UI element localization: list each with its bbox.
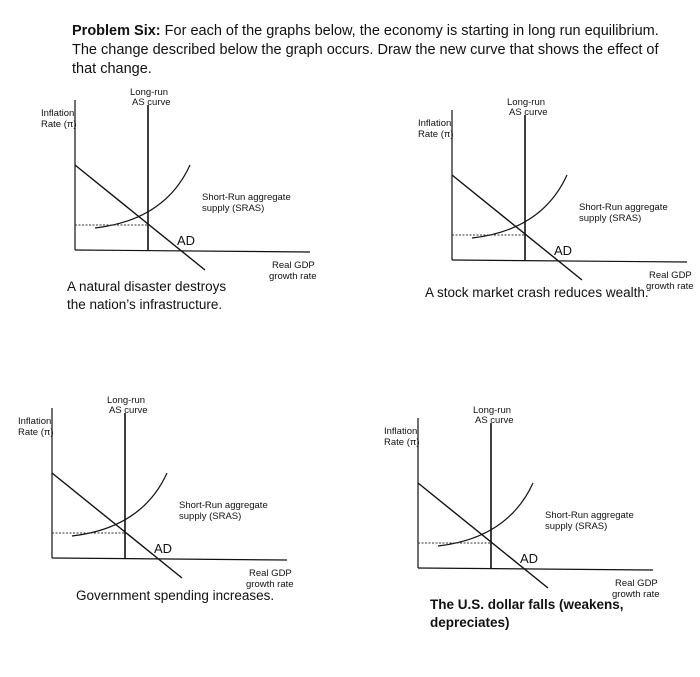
ad-curve <box>452 175 582 280</box>
lras-label-line1: Long-run <box>130 87 169 98</box>
sras-label-line2: supply (SRAS) <box>579 213 642 224</box>
caption-1-line2: the nation’s infrastructure. <box>67 297 223 312</box>
sras-curve <box>472 175 567 238</box>
lras-label-line2: AS curve <box>509 107 548 118</box>
sras-curve <box>95 165 190 228</box>
ad-label: AD <box>154 541 173 556</box>
lras-label-line1: Long-run <box>107 395 146 406</box>
ad-as-graph <box>41 70 355 282</box>
x-axis <box>75 250 310 252</box>
caption-4 <box>430 596 624 632</box>
x-axis-label-line1: Real GDP <box>272 260 315 271</box>
lras-label-line1: Long-run <box>473 405 512 416</box>
ad-as-graph <box>418 80 700 292</box>
y-axis-label-line2: Rate (π) <box>418 129 454 140</box>
y-axis-label-line2: Rate (π) <box>41 119 77 130</box>
x-axis-label-line2: growth rate <box>269 271 317 282</box>
sras-curve <box>438 483 533 546</box>
sras-label-line2: supply (SRAS) <box>179 511 242 522</box>
sras-label-line2: supply (SRAS) <box>202 203 265 214</box>
x-axis <box>452 260 687 262</box>
ad-label: AD <box>554 243 573 258</box>
y-axis-label-line1: Inflation <box>18 416 52 427</box>
ad-curve <box>418 483 548 588</box>
caption-1-line1: A natural disaster destroys <box>67 279 227 294</box>
ad-curve <box>75 165 205 270</box>
caption-2 <box>425 284 649 302</box>
ad-label: AD <box>520 551 539 566</box>
sras-curve <box>72 473 167 536</box>
ad-curve <box>52 473 182 578</box>
graph-3 <box>18 378 332 590</box>
caption-4-line2: depreciates) <box>430 615 510 630</box>
caption-2-line1: A stock market crash reduces wealth. <box>425 285 649 300</box>
ad-as-graph <box>384 388 698 600</box>
y-axis-label-line1: Inflation <box>418 118 452 129</box>
y-axis-label-line2: Rate (π) <box>18 427 54 438</box>
x-axis-label-line2: growth rate <box>246 579 294 590</box>
y-axis-label-line1: Inflation <box>384 426 418 437</box>
graph-4 <box>384 388 698 600</box>
sras-label-line2: supply (SRAS) <box>545 521 608 532</box>
lras-label-line2: AS curve <box>109 405 148 416</box>
lras-label-line1: Long-run <box>507 97 546 108</box>
graph-2 <box>418 80 700 292</box>
lras-label-line2: AS curve <box>475 415 514 426</box>
sras-label-line1: Short-Run aggregate <box>579 202 668 213</box>
caption-4-line1: The U.S. dollar falls (weakens, <box>430 597 624 612</box>
y-axis-label-line2: Rate (π) <box>384 437 420 448</box>
x-axis-label-line1: Real GDP <box>249 568 292 579</box>
sras-label-line1: Short-Run aggregate <box>202 192 291 203</box>
x-axis-label-line1: Real GDP <box>649 270 692 281</box>
x-axis-label-line2: growth rate <box>612 589 660 600</box>
lras-label-line2: AS curve <box>132 97 171 108</box>
ad-as-graph <box>18 378 332 590</box>
x-axis-label-line2: growth rate <box>646 281 694 292</box>
caption-3 <box>76 587 274 605</box>
caption-3-line1: Government spending increases. <box>76 588 275 603</box>
problem-label: Problem Six: <box>72 23 161 39</box>
sras-label-line1: Short-Run aggregate <box>545 510 634 521</box>
caption-1 <box>67 278 226 314</box>
sras-label-line1: Short-Run aggregate <box>179 500 268 511</box>
x-axis <box>418 568 653 570</box>
x-axis <box>52 558 287 560</box>
graph-1 <box>41 70 355 282</box>
ad-label: AD <box>177 233 196 248</box>
problem-text: For each of the graphs below, the economy is starting in long run equilibrium. The change described below the graph occurs. Draw the new curve that shows the effect of that change. <box>72 23 659 77</box>
y-axis-label-line1: Inflation <box>41 108 75 119</box>
x-axis-label-line1: Real GDP <box>615 578 658 589</box>
